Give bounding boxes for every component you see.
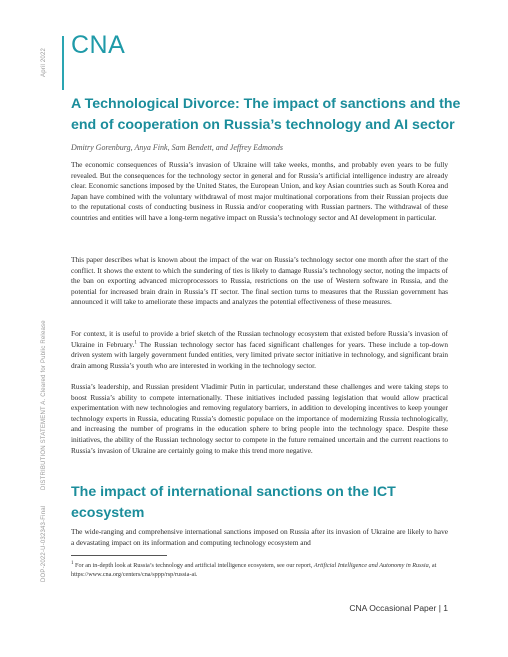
footnote-text: For an in-depth look at Russia’s technology and artificial intelligence ecosystem, see our report, <box>73 562 314 569</box>
footnote-number: 1 <box>71 560 74 566</box>
paragraph-3-lead: For context, it is useful to provide a brief sketch of the Russian technology ecosystem that existed before Russia’s invasion of Ukraine in February. <box>71 329 448 349</box>
logo-accent-rule <box>62 36 64 90</box>
distribution-statement: DISTRIBUTION STATEMENT A. Cleared for Public Release <box>41 320 47 490</box>
footnote-reference: 1 <box>134 340 137 346</box>
paragraph-2: This paper describes what is known about the impact of the war on Russia’s technology sector one month after the start of the conflict. It shows the extent to which the sundering of ties is likely to damage Russia’s technology sector, noting the impacts of the ban on exporting advanced microprocessors to Russia, restrictions on the use of Western software in Russia, and the potential for increased brain drain in Russia’s IT sector. The final section turns to measures that the Russian government has announced it will take to ameliorate these impacts and analyzes the potential effectiveness of these measures. <box>71 255 448 307</box>
page-footer: CNA Occasional Paper | 1 <box>349 603 448 613</box>
footnote-report-title: Artificial Intelligence and Autonomy in Russia <box>313 562 429 569</box>
footnote <box>71 561 448 579</box>
paragraph-3 <box>71 329 448 371</box>
paragraph-1: The economic consequences of Russia’s invasion of Ukraine will take weeks, months, and probably even years to be fully revealed. But the consequences for the technology sector in general and for Russia’s artificial intelligence industry are already clear. Economic sanctions imposed by the United States, the European Union, and key Asian countries such as South Korea and Japan have combined with the voluntary withdrawal of most major multinational corporations from their Russian projects due to the reputational costs of conducting business in Russia and/or cooperating with Russian partners. The withdrawal of these countries and entities will have a long-term negative impact on Russia’s technology sector and AI development in particular. <box>71 160 448 222</box>
paragraph-3-rest: The Russian technology sector has faced significant challenges for years. These include a top-down driven system with largely government funded entities, very limited private sector initiative in technology, and significant brain drain among Russia’s youth who are interested in working in the technology sector. <box>71 339 448 370</box>
section-paragraph: The wide-ranging and comprehensive international sanctions imposed on Russia after its invasion of Ukraine are likely to have a devastating impact on its information and computing technology ecosystem and <box>71 527 448 547</box>
paragraph-4: Russia’s leadership, and Russian president Vladimir Putin in particular, understand these challenges and were taking steps to boost Russia’s ability to compete internationally. These initiatives included passing legislation that would allow practical experimentation with new technologies and removing regulatory barriers, in addition to developing incentives to keep younger technology experts in Russia, educating Russia’s domestic populace on the importance of modernizing Russia technologically, and increasing the number of programs in the education sphere to bring people into the technology space. Despite these initiatives, the ability of the Russian technology sector to compete in the future remained uncertain and the current reactions to Russia’s invasion of Ukraine are certainly going to make this trend more negative. <box>71 382 448 455</box>
section-heading: The impact of international sanctions on the ICT ecosystem <box>71 484 396 521</box>
date-sidebar: April 2022 <box>41 47 47 77</box>
cna-logo: CNA <box>71 31 126 59</box>
footnote-link-text: , at https://www.cna.org/centers/cna/sppp/rsp/russia-ai. <box>71 562 437 578</box>
page-title: A Technological Divorce: The impact of sanctions and the end of cooperation on Russia’s technology and AI sector <box>71 96 461 133</box>
document-number: DOP-2022-U-032343-Final <box>41 505 47 582</box>
footnote-divider <box>71 555 167 556</box>
authors: Dmitry Gorenburg, Anya Fink, Sam Bendett, and Jeffrey Edmonds <box>71 143 284 152</box>
